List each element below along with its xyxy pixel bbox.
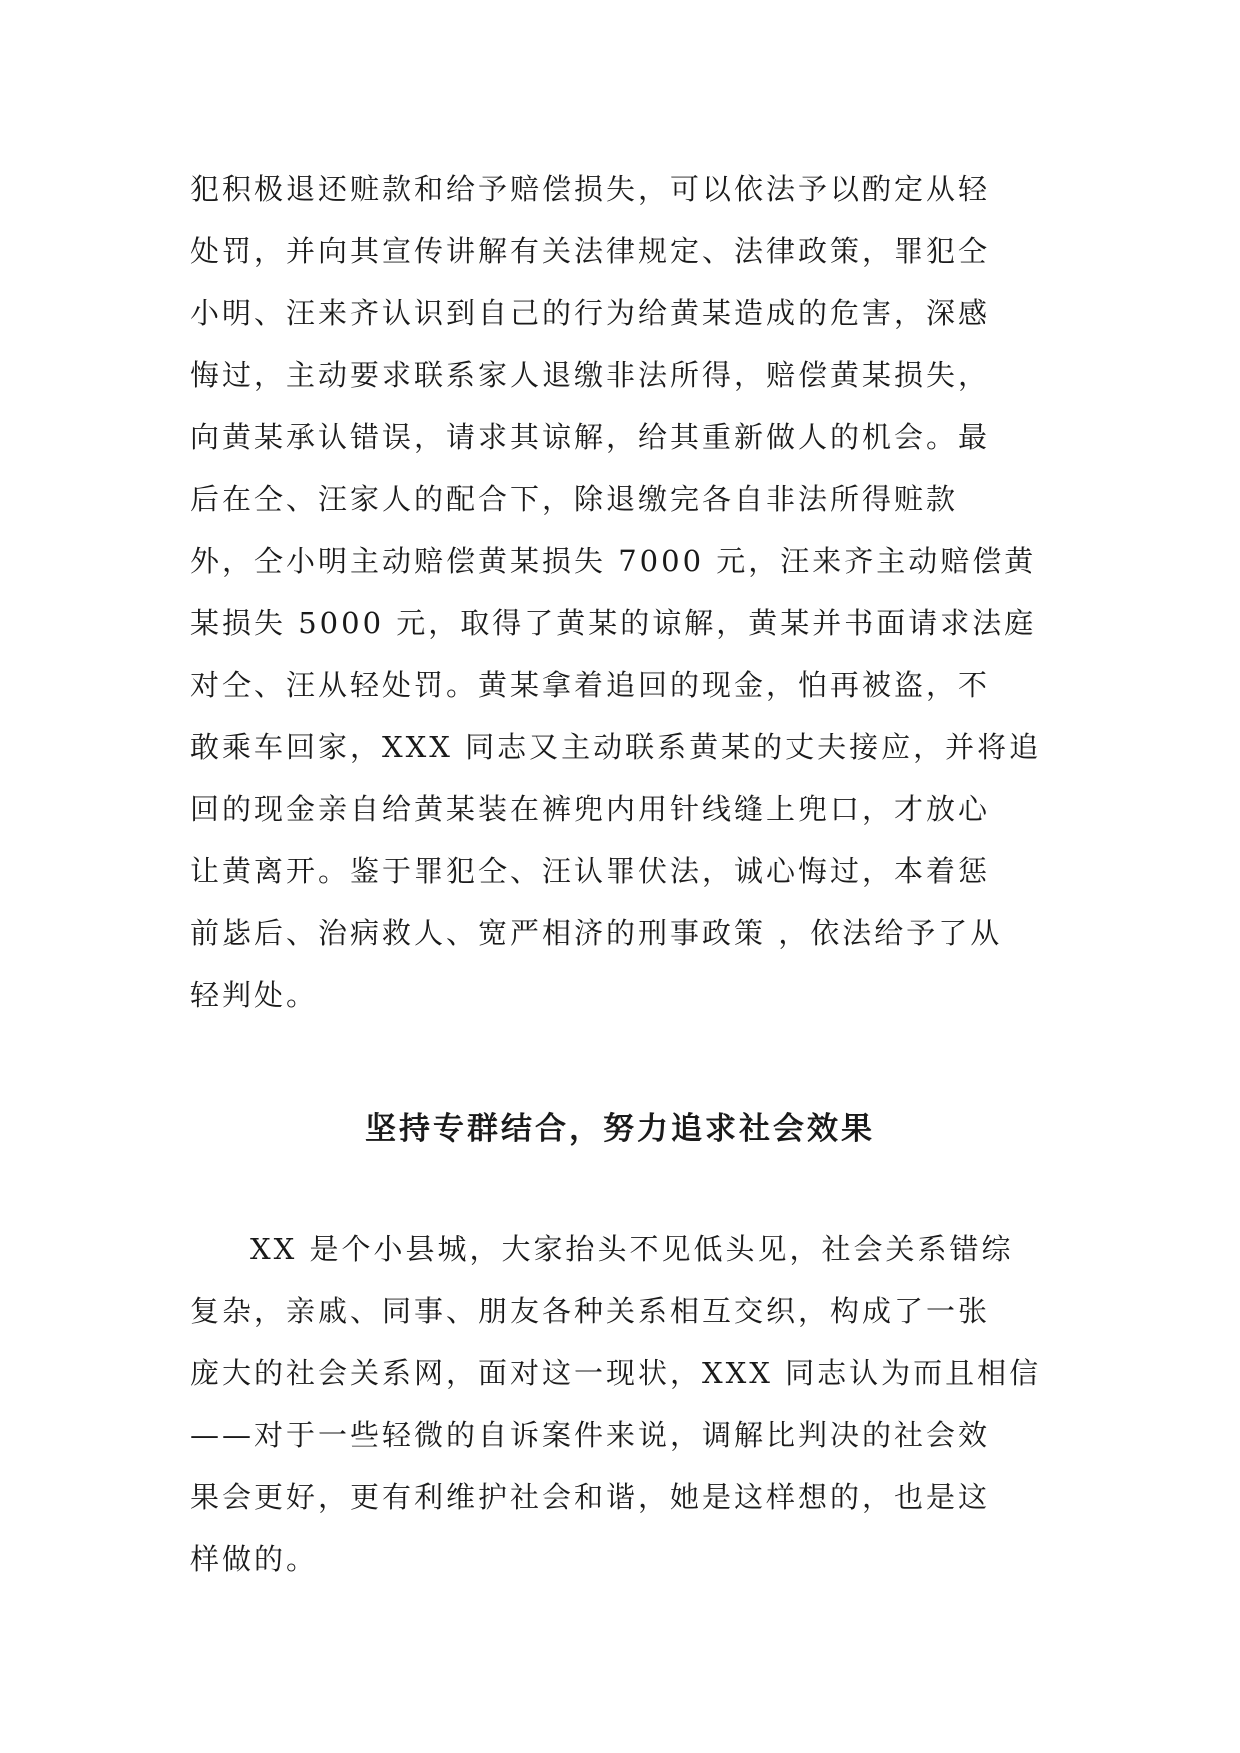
paragraph-line: 敢乘车回家，XXX 同志又主动联系黄某的丈夫接应，并将追 <box>190 730 1042 764</box>
paragraph-line: 对仝、汪从轻处罚。黄某拿着追回的现金，怕再被盗，不 <box>190 668 991 702</box>
paragraph-line: 犯积极退还赃款和给予赔偿损失，可以依法予以酌定从轻 <box>190 172 991 206</box>
paragraph-line: 样做的。 <box>190 1542 319 1576</box>
paragraph-line: 小明、汪来齐认识到自己的行为给黄某造成的危害，深感 <box>190 296 991 330</box>
body-paragraph-2 <box>190 1218 1070 1590</box>
paragraph-line: XX 是个小县城，大家抬头不见低头见，社会关系错综 <box>250 1232 1014 1266</box>
paragraph-line: 复杂，亲戚、同事、朋友各种关系相互交织，构成了一张 <box>190 1294 991 1328</box>
paragraph-line: ——对于一些轻微的自诉案件来说，调解比判决的社会效 <box>190 1418 991 1452</box>
paragraph-line: 后在仝、汪家人的配合下，除退缴完各自非法所得赃款 <box>190 482 959 516</box>
section-heading: 坚持专群结合，努力追求社会效果 <box>365 1111 875 1147</box>
paragraph-line: 回的现金亲自给黄某装在裤兜内用针线缝上兜口，才放心 <box>190 792 991 826</box>
paragraph-line: 让黄离开。鉴于罪犯仝、汪认罪伏法，诚心悔过，本着惩 <box>190 854 991 888</box>
paragraph-line: 向黄某承认错误，请求其谅解，给其重新做人的机会。最 <box>190 420 991 454</box>
paragraph-line: 外，仝小明主动赔偿黄某损失 7000 元，汪来齐主动赔偿黄 <box>190 544 1037 578</box>
body-paragraph-1 <box>190 158 1070 1026</box>
paragraph-line: 轻判处。 <box>190 978 319 1012</box>
paragraph-line: 庞大的社会关系网，面对这一现状，XXX 同志认为而且相信 <box>190 1356 1042 1390</box>
paragraph-line: 悔过，主动要求联系家人退缴非法所得，赔偿黄某损失， <box>190 358 991 392</box>
paragraph-line: 某损失 5000 元，取得了黄某的谅解，黄某并书面请求法庭 <box>190 606 1037 640</box>
paragraph-line: 果会更好，更有利维护社会和谐，她是这样想的，也是这 <box>190 1480 991 1514</box>
paragraph-line: 处罚，并向其宣传讲解有关法律规定、法律政策，罪犯仝 <box>190 234 991 268</box>
paragraph-line: 前毖后、治病救人、宽严相济的刑事政策 ，依法给予了从 <box>190 916 1003 950</box>
